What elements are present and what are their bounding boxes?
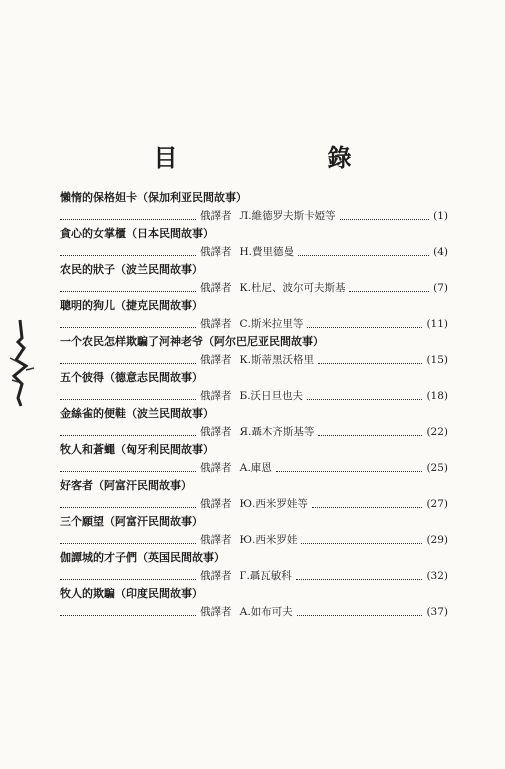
translator-role: 俄譯者 [200, 534, 232, 546]
story-title: 懶惰的保格妲卡（保加利亚民間故事） [60, 191, 247, 204]
page-number: (7) [433, 282, 448, 294]
story-title: 伽譚城的才子們（英国民間故事） [60, 551, 225, 564]
translator-role: 俄譯者 [200, 606, 232, 618]
page-number: (18) [426, 390, 448, 402]
translator-name: Н.費里德曼 [239, 246, 294, 258]
dot-leader [276, 470, 423, 472]
translator-name: Я.聶木齐斯基等 [239, 426, 315, 438]
translator-role: 俄譯者 [200, 246, 232, 258]
dot-leader [296, 578, 423, 580]
story-title: 五个彼得（德意志民間故事） [60, 371, 203, 384]
credit-line [60, 495, 448, 513]
dot-leader [60, 290, 196, 292]
toc-entry [60, 297, 448, 333]
translator-name: А.庫恩 [239, 462, 272, 474]
toc-entry [60, 477, 448, 513]
translator-name: С.斯米拉里等 [239, 318, 304, 330]
translator-name: Б.沃日旦也夫 [239, 390, 304, 402]
dot-leader [60, 254, 196, 256]
credit-line [60, 423, 448, 441]
story-title: 牧人的欺騙（印度民間故事） [60, 587, 203, 600]
story-title: 一个农民怎样欺騙了河神老爷（阿尔巴尼亚民間故事） [60, 335, 324, 348]
translator-name: К.杜尼、波尔可夫斯基 [239, 282, 346, 294]
toc-entry [60, 189, 448, 225]
story-title: 金絲雀的便鞋（波兰民間故事） [60, 407, 214, 420]
story-title: 聰明的狗儿（捷克民間故事） [60, 299, 203, 312]
story-title: 农民的狀子（波兰民間故事） [60, 263, 203, 276]
toc-entry [60, 369, 448, 405]
story-title: 牧人和蒼蠅（匈牙利民間故事） [60, 443, 214, 456]
story-title: 三个願望（阿富汗民間故事） [60, 515, 203, 528]
dot-leader [60, 434, 196, 436]
dot-leader [307, 398, 422, 400]
toc-entry [60, 405, 448, 441]
toc-entry [60, 441, 448, 477]
toc-entry [60, 549, 448, 585]
credit-line [60, 243, 448, 261]
page-number: (25) [426, 462, 448, 474]
dot-leader [60, 398, 196, 400]
translator-name: А.如布可夫 [239, 606, 293, 618]
translator-role: 俄譯者 [200, 498, 232, 510]
dot-leader [60, 506, 196, 508]
page-number: (1) [433, 210, 448, 222]
translator-role: 俄譯者 [200, 570, 232, 582]
table-of-contents [60, 189, 448, 621]
dot-leader [60, 326, 196, 328]
dot-leader [60, 614, 196, 616]
dot-leader [60, 542, 196, 544]
dot-leader [318, 434, 422, 436]
toc-entry [60, 333, 448, 369]
translator-role: 俄譯者 [200, 426, 232, 438]
translator-name: Ю.西米罗娃等 [239, 498, 308, 510]
credit-line [60, 351, 448, 369]
translator-name: Ю.西米罗娃 [239, 534, 298, 546]
dot-leader [60, 470, 196, 472]
credit-line [60, 603, 448, 621]
translator-role: 俄譯者 [200, 354, 232, 366]
dot-leader [60, 578, 196, 580]
page-number: (4) [433, 246, 448, 258]
page-number: (27) [426, 498, 448, 510]
credit-line [60, 279, 448, 297]
translator-name: Л.維德罗夫斯卡婭等 [239, 210, 336, 222]
page-number: (15) [426, 354, 448, 366]
translator-role: 俄譯者 [200, 318, 232, 330]
story-title: 好客者（阿富汗民間故事） [60, 479, 192, 492]
dot-leader [60, 362, 196, 364]
page-number: (32) [426, 570, 448, 582]
credit-line [60, 207, 448, 225]
page-number: (37) [426, 606, 448, 618]
credit-line [60, 459, 448, 477]
page-number: (11) [426, 318, 448, 330]
dot-leader [297, 614, 423, 616]
dot-leader [349, 290, 429, 292]
translator-role: 俄譯者 [200, 210, 232, 222]
credit-line [60, 315, 448, 333]
page-number: (22) [426, 426, 448, 438]
dot-leader [307, 326, 422, 328]
translator-name: Г.聶瓦敏科 [239, 570, 292, 582]
dot-leader [298, 254, 429, 256]
toc-entry [60, 225, 448, 261]
dot-leader [340, 218, 430, 220]
translator-role: 俄譯者 [200, 282, 232, 294]
dot-leader [312, 506, 423, 508]
toc-entry [60, 261, 448, 297]
toc-entry [60, 513, 448, 549]
story-title: 貪心的女掌櫃（日本民間故事） [60, 227, 214, 240]
credit-line [60, 531, 448, 549]
page-number: (29) [426, 534, 448, 546]
dot-leader [318, 362, 422, 364]
credit-line [60, 387, 448, 405]
page-title: 目 錄 [153, 144, 386, 172]
dot-leader [60, 218, 196, 220]
translator-role: 俄譯者 [200, 462, 232, 474]
dot-leader [301, 542, 422, 544]
ink-stain-mark [6, 318, 36, 408]
translator-role: 俄譯者 [200, 390, 232, 402]
toc-entry [60, 585, 448, 621]
translator-name: К.斯蒂黑沃格里 [239, 354, 314, 366]
credit-line [60, 567, 448, 585]
